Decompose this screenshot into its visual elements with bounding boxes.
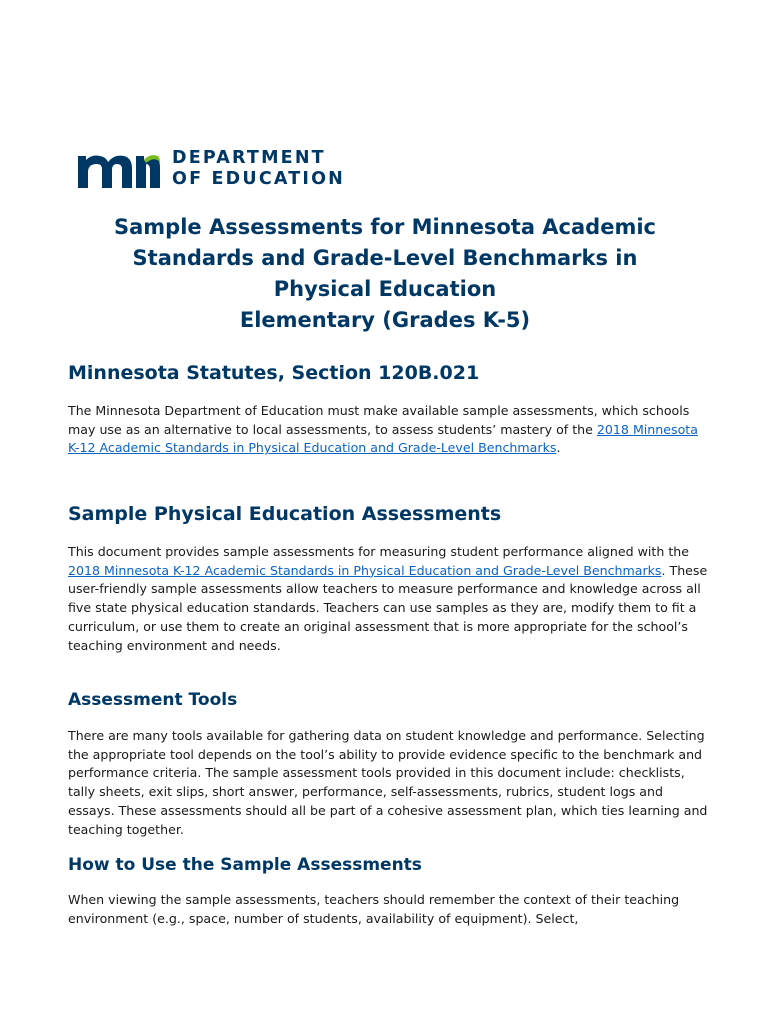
document-title <box>40 212 730 336</box>
mn-logo-icon <box>76 148 160 190</box>
statutes-text-end: . <box>556 440 561 456</box>
title-line-1: Sample Assessments for Minnesota Academic <box>114 215 656 239</box>
standards-link[interactable]: 2018 Minnesota K-12 Academic Standards in Physical Education and Grade-Level Benchmarks <box>68 421 698 456</box>
how-to-paragraph: When viewing the sample assessments, teachers should remember the context of their teaching environment (e.g., space, number of students, availability of equipment). Select, <box>68 892 680 926</box>
logo-wordmark <box>172 148 345 190</box>
logo-line-2: OF EDUCATION <box>172 169 346 189</box>
assessment-tools-heading: Assessment Tools <box>68 690 238 710</box>
sample-pe-heading: Sample Physical Education Assessments <box>68 503 502 525</box>
statutes-text: The Minnesota Department of Education must make available sample assessments, which schools may use as an alternative to local assessments, to assess students’ mastery of the <box>68 403 690 437</box>
assessment-tools-paragraph: There are many tools available for gathering data on student knowledge and performance. Selecting the appropriate tool depends on the tool’s ability to provide evidence specific to the benchmark and performance criteria. The sample assessment tools provided in this document include: checklists, tally sheets, exit slips, short answer, performance, self-assessments, rubrics, student logs and essays. These assessments should all be part of a cohesive assessment plan, which ties learning and teaching together. <box>68 728 708 837</box>
statutes-heading: Minnesota Statutes, Section 120B.021 <box>68 362 480 384</box>
statutes-paragraph <box>68 402 708 458</box>
sample-pe-text-end: . These user-friendly sample assessments allow teachers to measure performance and knowledge across all five state physical education standards. Teachers can use samples as they are, modify them to fit a curriculum, or use them to create an original assessment that is more appropriate for the school’s teaching environment and needs. <box>68 562 708 653</box>
sample-pe-text: This document provides sample assessments for measuring student performance aligned with the <box>68 544 690 559</box>
logo-line-1: DEPARTMENT <box>172 148 326 168</box>
sample-pe-paragraph <box>68 543 708 655</box>
standards-link-2[interactable]: 2018 Minnesota K-12 Academic Standards in Physical Education and Grade-Level Benchmarks <box>68 562 662 578</box>
title-line-3: Physical Education <box>273 277 497 301</box>
how-to-heading: How to Use the Sample Assessments <box>68 855 422 875</box>
mde-logo <box>76 148 345 190</box>
title-line-4: Elementary (Grades K-5) <box>239 308 531 332</box>
title-line-2: Standards and Grade-Level Benchmarks in <box>132 246 638 270</box>
